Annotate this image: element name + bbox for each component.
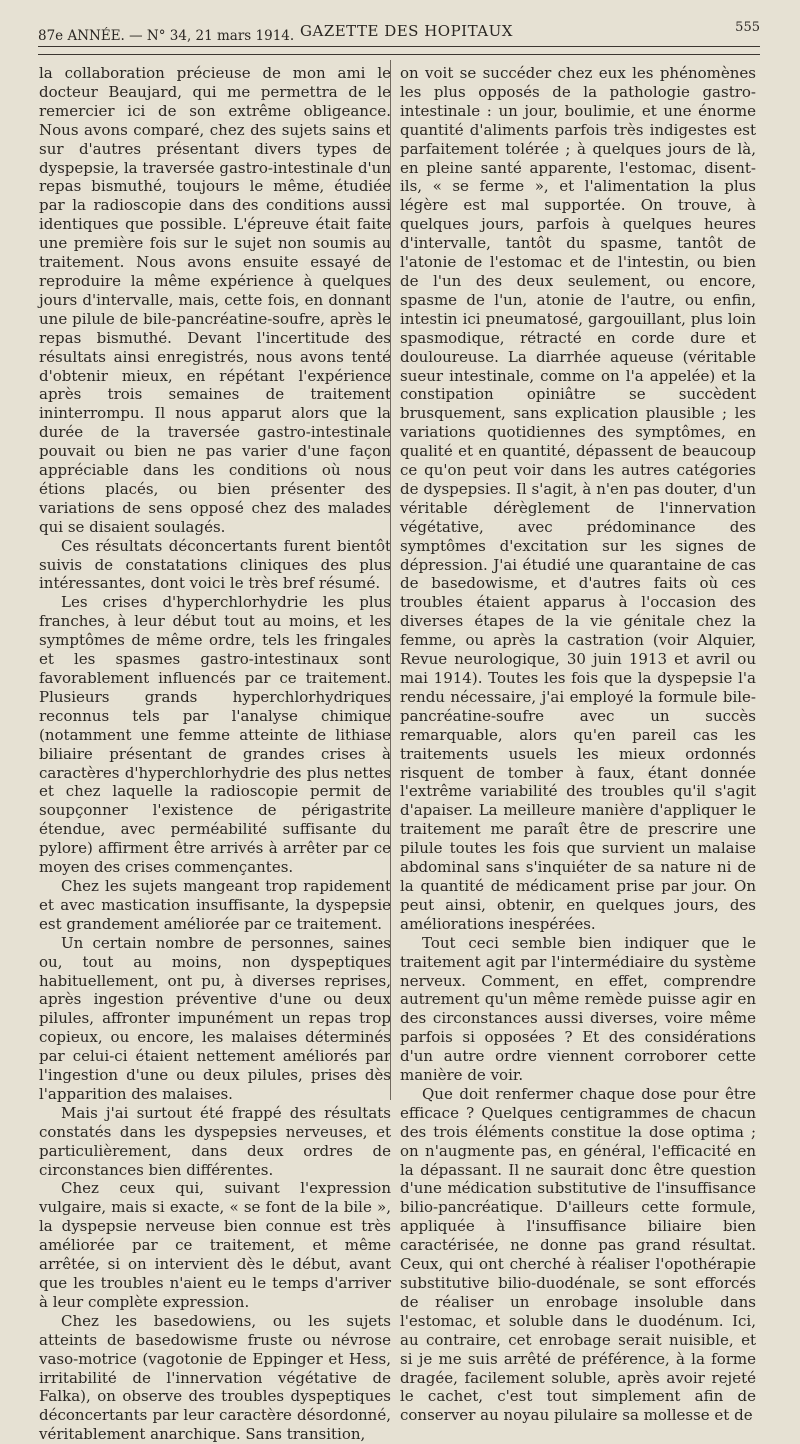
paragraph: Mais j'ai surtout été frappé des résultats constatés dans les dyspepsies nerveuses, et particulièrement, dans deux ordres de circonstances bien différentes.	[39, 1103, 391, 1179]
header-rule-top	[38, 46, 760, 47]
paragraph: Chez les basedowiens, ou les sujets atteints de basedowisme fruste ou névrose vaso-motrice (vagotonie de Eppinger et Hess, irritabilité de l'innervation végétative de Falka), on observe des troubles dyspeptiques déconcertants par leur caractère désordonné, véritablement anarchique. Sans transition,	[39, 1311, 391, 1444]
paragraph: Chez ceux qui, suivant l'expression vulgaire, mais si exacte, « se font de la bile », la dyspepsie nerveuse bien connue est très améliorée par ce traitement, et même arrêtée, si on intervient dès le début, avant que les troubles n'aient eu le temps d'arriver à leur complète expression.	[39, 1179, 391, 1311]
header-rule-bottom	[38, 54, 760, 55]
page-header	[38, 20, 760, 46]
issue-info: 87e ANNÉE. — N° 34, 21 mars 1914.	[38, 28, 295, 44]
paragraph: Les crises d'hyperchlorhydrie les plus franches, à leur début tout au moins, et les symptômes de même ordre, tels les fringales et les spasmes gastro-intestinaux sont favorablement influencés par ce traitement. Plusieurs grands hyperchlorhydriques reconnus tels par l'analyse chimique (notamment une femme atteinte de lithiase biliaire présentant de grandes crises à caractères d'hyperchlorhydrie des plus nettes et chez laquelle la radioscopie permit de soupçonner l'existence de périgastrite étendue, avec perméabilité suffisante du pylore) affirment être arrivés à arrêter par ce moyen des crises commençantes.	[39, 593, 391, 877]
paragraph: la collaboration précieuse de mon ami le docteur Beaujard, qui me permettra de le remercier ici de son extrême obligeance. Nous avons comparé, chez des sujets sains et sur d'autres présentant divers types de dyspepsie, la traversée gastro-intestinale d'un repas bismuthé, toujours le même, étudiée par la radioscopie dans des conditions aussi identiques que possible. L'épreuve était faite une première fois sur le sujet non soumis au traitement. Nous avons ensuite essayé de reproduire la même expérience à quelques jours d'intervalle, mais, cette fois, en donnant une pilule de bile-pancréatine-soufre, après le repas bismuthé. Devant l'incertitude des résultats ainsi enregistrés, nous avons tenté d'obtenir mieux, en répétant l'expérience après trois semaines de traitement ininterrompu. Il nous apparut alors que la durée de la traversée gastro-intestinale pouvait ou bien ne pas varier d'une façon appréciable dans les conditions où nous étions placés, ou bien présenter des variations de sens opposé chez des malades qui se disaient soulagés.	[39, 64, 391, 536]
paragraph: Chez les sujets mangeant trop rapidement et avec mastication insuffisante, la dyspepsie est grandement améliorée par ce traitement.	[39, 876, 391, 933]
page-number: 555	[735, 20, 760, 35]
right-column	[400, 64, 756, 1425]
paragraph: Que doit renfermer chaque dose pour être efficace ? Quelques centigrammes de chacun des trois éléments constitue la dose optima ; on n'augmente pas, en général, l'efficacité en la dépassant. Il ne saurait donc être question d'une médication substitutive de l'insuffisance bilio-pancréatique. D'ailleurs cette formule, appliquée à l'insuffisance biliaire bien caractérisée, ne donne pas grand résultat. Ceux, qui ont cherché à réaliser l'opothérapie substitutive bilio-duodénale, se sont efforcés de réaliser un enrobage insoluble dans l'estomac, et soluble dans le duodénum. Ici, au contraire, cet enrobage serait nuisible, et si je me suis arrêté de préférence, à la forme dragée, facilement soluble, après avoir rejeté le cachet, c'est tout simplement afin de conserver au noyau pilulaire sa mollesse et de	[400, 1084, 756, 1425]
paragraph: Un certain nombre de personnes, saines ou, tout au moins, non dyspeptiques habituellement, ont pu, à diverses reprises, après ingestion préventive d'une ou deux pilules, affronter impunément un repas trop copieux, ou encore, les malaises déterminés par celui-ci étaient nettement améliorés par l'ingestion d'une ou deux pilules, prises dès l'apparition des malaises.	[39, 933, 391, 1103]
publication-title: GAZETTE DES HOPITAUX	[300, 22, 513, 40]
paragraph: Tout ceci semble bien indiquer que le traitement agit par l'intermédiaire du système nerveux. Comment, en effet, comprendre autrement qu'un même remède puisse agir en des circonstances aussi diverses, voire même parfois si opposées ? Et des considérations d'un autre ordre viennent corroborer cette manière de voir.	[400, 933, 756, 1085]
left-column	[39, 64, 391, 1444]
paragraph: Ces résultats déconcertants furent bientôt suivis de constatations cliniques des plus intéressantes, dont voici le très bref résumé.	[39, 536, 391, 593]
column-divider	[390, 60, 391, 1100]
paragraph: on voit se succéder chez eux les phénomènes les plus opposés de la pathologie gastro-intestinale : un jour, boulimie, et une énorme quantité d'aliments parfois très indigestes est parfaitement tolérée ; à quelques jours de là, en pleine santé apparente, l'estomac, disent-ils, « se ferme », et l'alimentation la plus légère est mal supportée. On trouve, à quelques jours, parfois à quelques heures d'intervalle, tantôt du spasme, tantôt de l'atonie de l'estomac et de l'intestin, ou bien de l'un des deux seulement, ou encore, spasme de l'un, atonie de l'autre, ou enfin, intestin ici pneumatosé, gargouillant, plus loin spasmodique, rétracté en corde dure et douloureuse. La diarrhée aqueuse (véritable sueur intestinale, comme on l'a appelée) et la constipation opiniâtre se succèdent brusquement, sans explication plausible ; les variations quotidiennes des symptômes, en qualité et en quantité, dépassent de beaucoup ce qu'on peut voir dans les autres catégories de dyspepsies. Il s'agit, à n'en pas douter, d'un véritable dérèglement de l'innervation végétative, avec prédominance des symptômes d'excitation sur les signes de dépression. J'ai étudié une quarantaine de cas de basedowisme, et d'autres faits où ces troubles étaient apparus à l'occasion des diverses étapes de la vie génitale chez la femme, ou après la castration (voir Alquier, Revue neurologique, 30 juin 1913 et avril ou mai 1914). Toutes les fois que la dyspepsie l'a rendu nécessaire, j'ai employé la formule bile-pancréatine-soufre avec un succès remarquable, alors qu'en pareil cas les traitements usuels les mieux ordonnés risquent de tomber à faux, étant donnée l'extrême variabilité des troubles qu'il s'agit d'apaiser. La meilleure manière d'appliquer le traitement me paraît être de prescrire une pilule toutes les fois que survient un malaise abdominal sans s'inquiéter de sa nature ni de la quantité de médicament prise par jour. On peut ainsi, obtenir, en quelques jours, des améliorations inespérées.	[400, 64, 756, 933]
